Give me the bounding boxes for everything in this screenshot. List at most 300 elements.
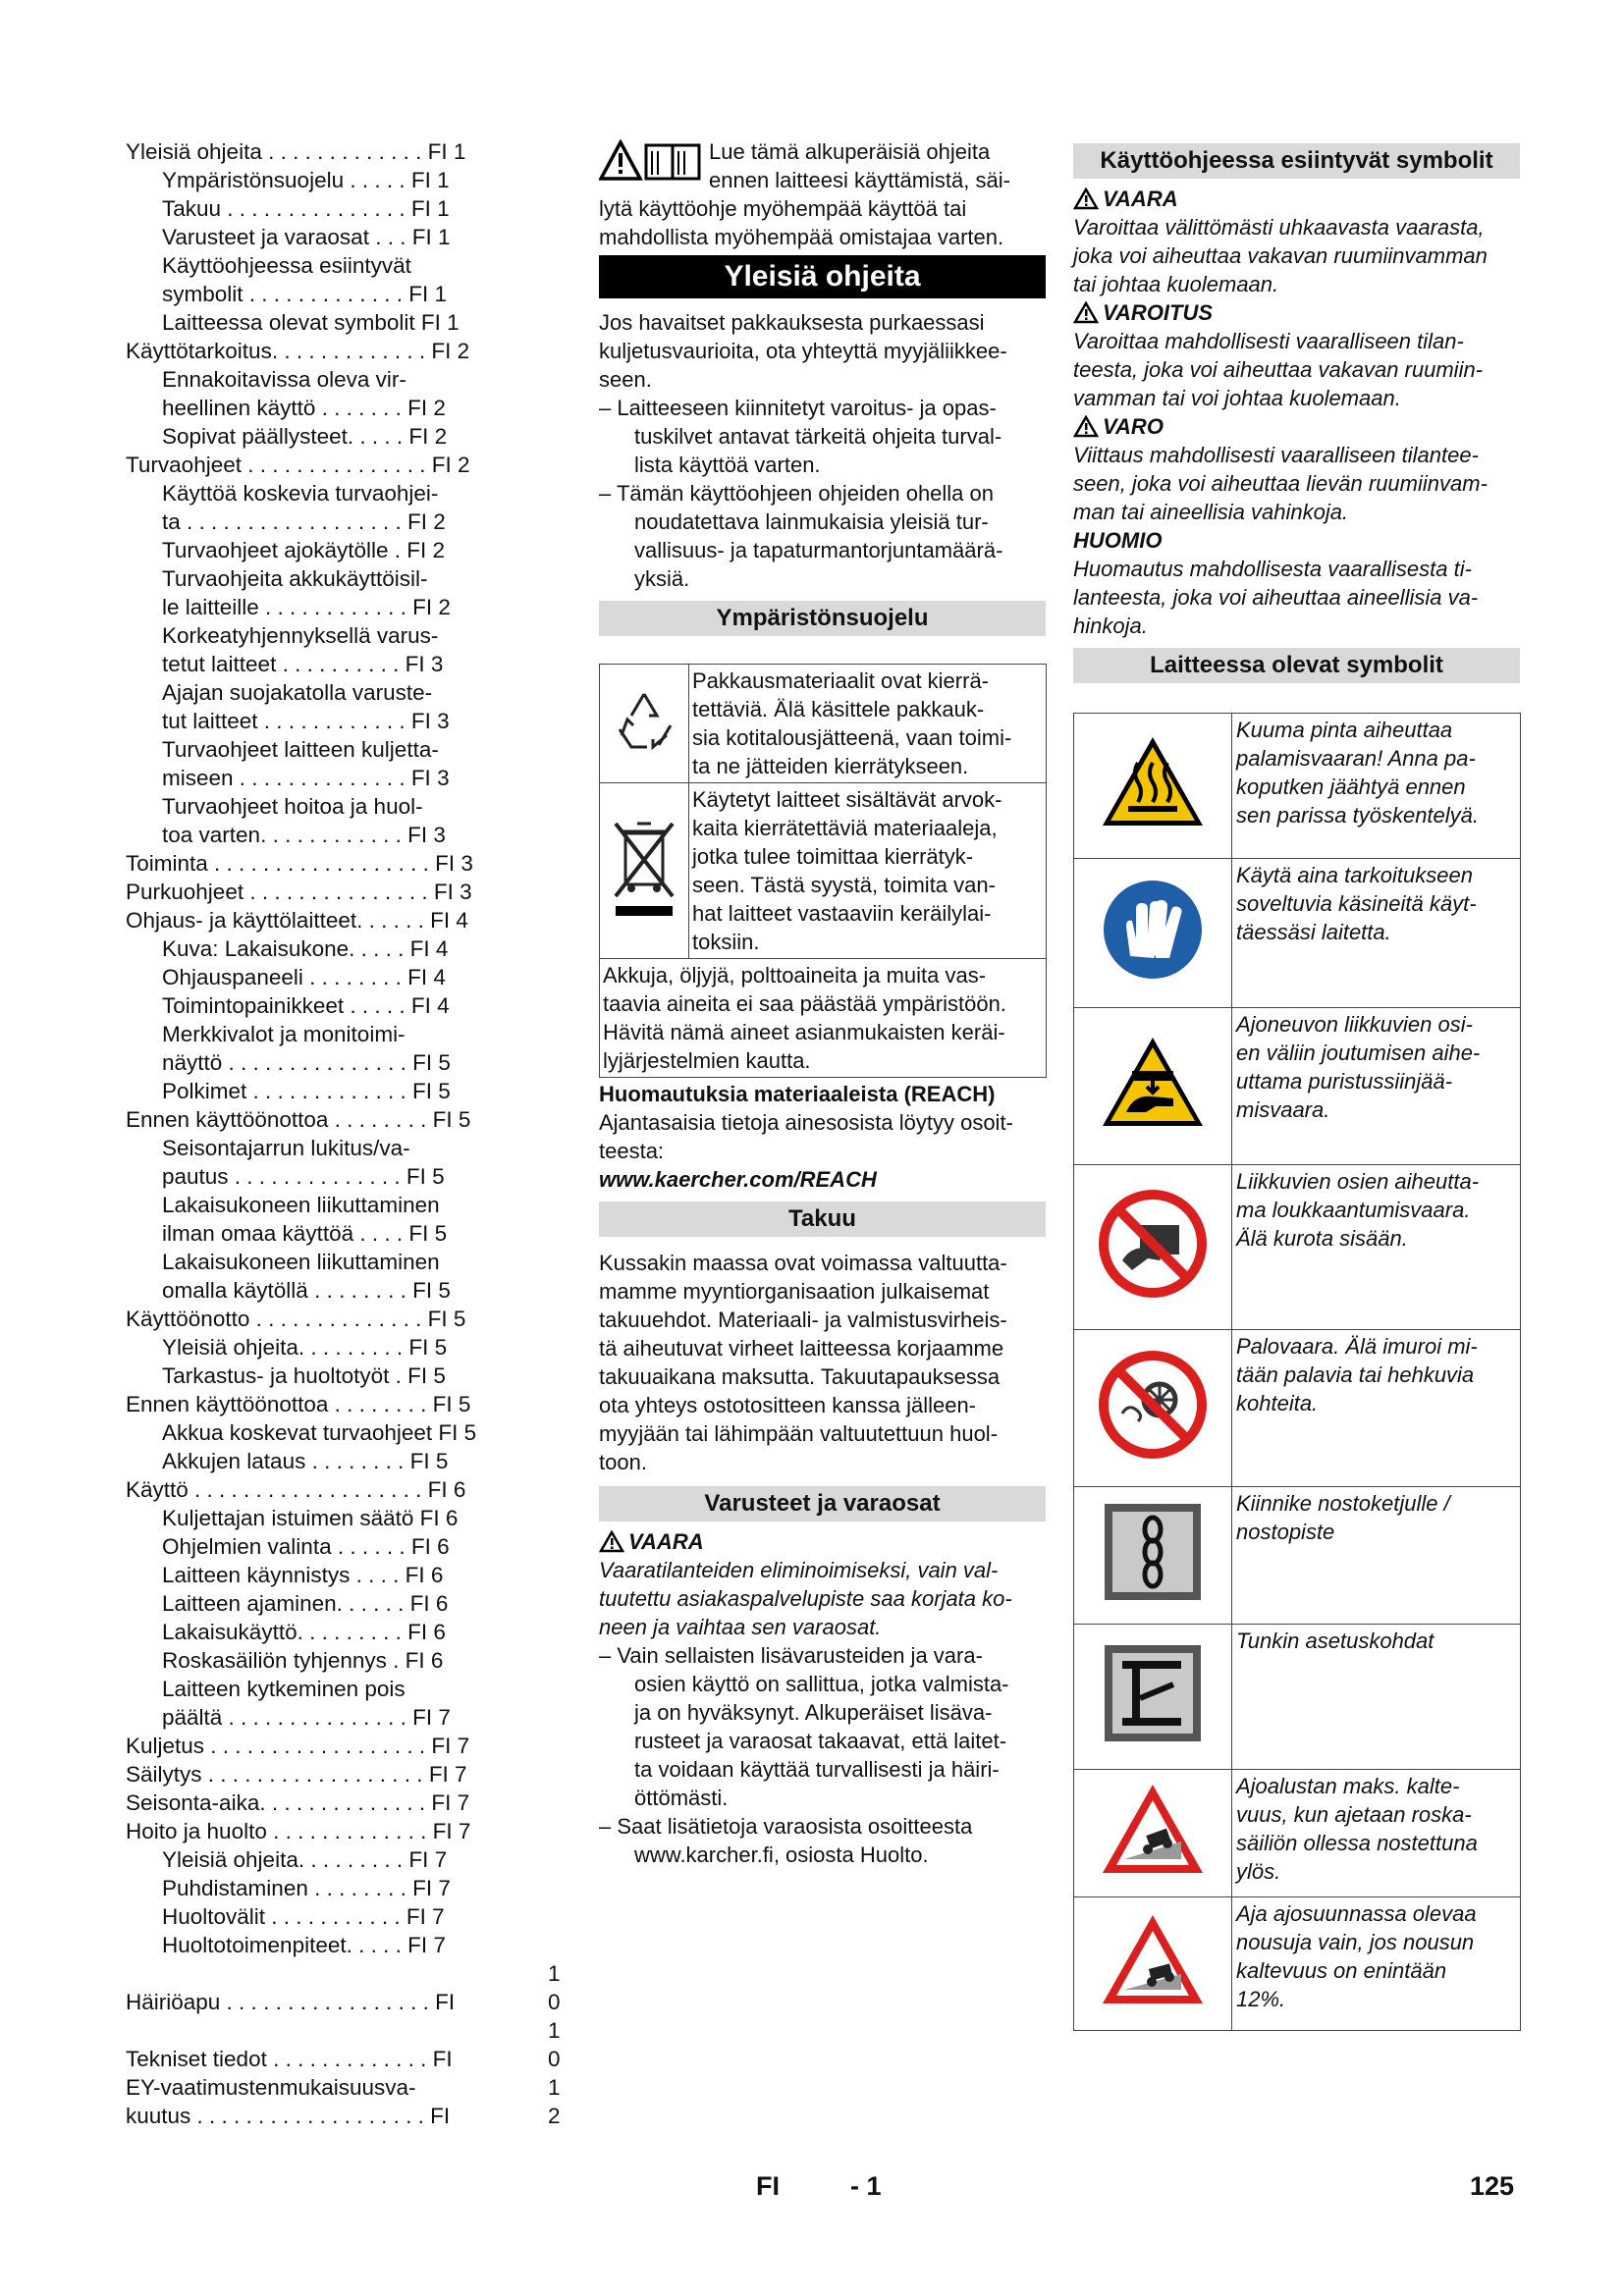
toc-label: Turvaohjeita akkukäyttöisil- bbox=[162, 566, 428, 591]
text-line: ota yhteys ostotositteen kanssa jälleen- bbox=[599, 1393, 977, 1417]
toc-label: päältä . . . . . . . . . . . . . . . FI 7 bbox=[162, 1705, 451, 1730]
toc-label: toa varten. . . . . . . . . . . . FI 3 bbox=[162, 823, 446, 847]
chain-lift-icon bbox=[1074, 1487, 1232, 1625]
table-of-contents bbox=[126, 137, 572, 2130]
symbol-line: nostopiste bbox=[1236, 1520, 1335, 1544]
bullet-line: ta voidaan käyttää turvallisesti ja häiri- bbox=[634, 1757, 1000, 1782]
toc-entry bbox=[126, 1817, 572, 1845]
recycle-icon bbox=[600, 665, 689, 783]
toc-page-digit: 1 bbox=[548, 1961, 561, 1986]
symbol-row bbox=[1074, 1487, 1521, 1625]
toc-entry bbox=[126, 1561, 572, 1589]
toc-label: pautus . . . . . . . . . . . . . . FI 5 bbox=[162, 1164, 445, 1189]
toc-entry bbox=[126, 365, 572, 394]
env-line: Akkuja, öljyjä, polttoaineita ja muita vas- bbox=[603, 963, 987, 988]
toc-entry bbox=[126, 1362, 572, 1390]
reach-title: Huomautuksia materiaaleista (REACH) bbox=[599, 1082, 996, 1106]
text-line: neen ja vaihtaa sen varaosat. bbox=[599, 1615, 882, 1639]
text-line: toon. bbox=[599, 1450, 647, 1474]
symbol-line: Tunkin asetuskohdat bbox=[1236, 1629, 1435, 1653]
toc-label: Seisontajarrun lukitus/va- bbox=[162, 1136, 410, 1160]
toc-label: Ympäristönsuojelu . . . . . FI 1 bbox=[162, 168, 450, 192]
toc-entry bbox=[126, 1874, 572, 1902]
bullet-line: vallisuus- ja tapaturmantorjuntamäärä- bbox=[634, 538, 1003, 562]
footer-language: FI bbox=[756, 2171, 780, 2201]
intro-block bbox=[599, 137, 1046, 251]
toc-label: Akkua koskevat turvaohjeet FI 5 bbox=[162, 1420, 477, 1445]
env-line: kaita kierrätettäviä materiaaleja, bbox=[692, 816, 998, 840]
symbol-line: Kiinnike nostoketjulle / bbox=[1236, 1491, 1450, 1516]
signal-word: VAROITUS bbox=[1103, 300, 1214, 325]
crush-hazard-icon bbox=[1074, 1008, 1232, 1165]
env-line: taavia aineita ei saa päästää ympäristöön. bbox=[603, 991, 1006, 1016]
toc-entry bbox=[126, 991, 572, 1020]
bullet-line: www.karcher.fi, osiosta Huolto. bbox=[634, 1842, 929, 1867]
toc-label: Ajajan suojakatolla varuste- bbox=[162, 680, 433, 705]
toc-label: näyttö . . . . . . . . . . . . . . . FI 5 bbox=[162, 1050, 451, 1075]
uphill-only-icon bbox=[1074, 1897, 1232, 2031]
text-line: kuljetusvaurioita, ota yhteyttä myyjäliikkee- bbox=[599, 339, 1007, 363]
toc-entry bbox=[126, 1931, 572, 1959]
toc-label: Yleisiä ohjeita . . . . . . . . . . . . . FI 1 bbox=[126, 139, 466, 164]
symbol-line: misvaara. bbox=[1236, 1097, 1330, 1122]
toc-label: Toimintopainikkeet . . . . . FI 4 bbox=[162, 993, 450, 1018]
symbol-line: vuus, kun ajetaan roska- bbox=[1236, 1802, 1472, 1827]
toc-label: Polkimet . . . . . . . . . . . . . FI 5 bbox=[162, 1079, 451, 1103]
toc-entry bbox=[126, 1646, 572, 1675]
toc-entry bbox=[126, 621, 572, 650]
toc-label: Huoltovälit . . . . . . . . . . . FI 7 bbox=[162, 1904, 445, 1929]
toc-entry bbox=[126, 735, 572, 764]
section-title-device-symbols: Laitteessa olevat symbolit bbox=[1073, 648, 1520, 683]
section-title-warranty: Takuu bbox=[599, 1201, 1046, 1237]
toc-label: Huoltotoimenpiteet. . . . . FI 7 bbox=[162, 1933, 446, 1957]
symbol-description bbox=[1232, 1165, 1521, 1330]
symbol-line: nousuja vain, jos nousun bbox=[1236, 1930, 1475, 1954]
symbol-description bbox=[1232, 1330, 1521, 1487]
toc-label: le laitteille . . . . . . . . . . . . FI 2 bbox=[162, 595, 451, 619]
toc-entry bbox=[126, 1333, 572, 1362]
text-line: myyjään tai lähimpään valtuutettuun huol- bbox=[599, 1421, 999, 1446]
symbol-description bbox=[1232, 1770, 1521, 1897]
warning-triangle-icon bbox=[1073, 415, 1099, 438]
warning-book-icon bbox=[599, 139, 703, 189]
symbol-line: Ajoalustan maks. kalte- bbox=[1236, 1774, 1460, 1798]
toc-entry bbox=[126, 2073, 572, 2102]
toc-entry bbox=[126, 963, 572, 991]
toc-label: Kuljettajan istuimen säätö FI 6 bbox=[162, 1506, 459, 1530]
toc-label: Käyttöönotto . . . . . . . . . . . . . . FI 5 bbox=[126, 1307, 466, 1331]
toc-entry bbox=[126, 422, 572, 451]
toc-label: Ohjauspaneeli . . . . . . . . FI 4 bbox=[162, 965, 446, 989]
toc-entry bbox=[126, 1703, 572, 1732]
parts-bullets bbox=[599, 1641, 1046, 1869]
bullet-line: tuskilvet antavat tärkeitä ohjeita turval- bbox=[634, 424, 1002, 449]
symbol-line: Ajoneuvon liikkuvien osi- bbox=[1236, 1012, 1473, 1037]
toc-entry bbox=[126, 223, 572, 251]
toc-label: Laitteen käynnistys . . . . FI 6 bbox=[162, 1563, 444, 1587]
symbol-line: uttama puristussiinjää- bbox=[1236, 1069, 1453, 1094]
toc-label: Laitteen kytkeminen pois bbox=[162, 1677, 406, 1701]
symbol-line: Käytä aina tarkoitukseen bbox=[1236, 863, 1473, 887]
signal-word: VAARA bbox=[628, 1529, 704, 1554]
toc-entry bbox=[126, 280, 572, 308]
bullet-line: – Saat lisätietoja varaosista osoitteesta bbox=[599, 1814, 973, 1839]
env-line: seen. Tästä syystä, toimita van- bbox=[692, 873, 996, 897]
jack-point-icon bbox=[1074, 1625, 1232, 1770]
toc-label: Lakaisukäyttö. . . . . . . . . FI 6 bbox=[162, 1620, 446, 1644]
crossed-bin-icon bbox=[600, 783, 689, 959]
symbol-row bbox=[1074, 1770, 1521, 1897]
toc-entry bbox=[126, 792, 572, 821]
toc-label: Käyttöohjeessa esiintyvät bbox=[162, 253, 411, 278]
symbol-description bbox=[1232, 1008, 1521, 1165]
signal-word-huomio bbox=[1073, 526, 1520, 555]
symbol-description bbox=[1232, 1625, 1521, 1770]
toc-entry bbox=[126, 1105, 572, 1134]
bullet-line: – Vain sellaisten lisävarusteiden ja vara- bbox=[599, 1643, 983, 1668]
toc-label: Kuljetus . . . . . . . . . . . . . . . . . . FI 7 bbox=[126, 1734, 470, 1758]
intro-line: Lue tämä alkuperäisiä ohjeita bbox=[709, 139, 991, 164]
toc-label: symbolit . . . . . . . . . . . . . FI 1 bbox=[162, 282, 448, 306]
toc-entry bbox=[126, 2016, 572, 2045]
toc-page-digit: 0 bbox=[548, 1990, 561, 2014]
toc-entry bbox=[126, 2102, 572, 2130]
section-title-parts: Varusteet ja varaosat bbox=[599, 1486, 1046, 1522]
hot-surface-icon bbox=[1074, 714, 1232, 859]
toc-entry bbox=[126, 1219, 572, 1248]
toc-label: ilman omaa käyttöä . . . . FI 5 bbox=[162, 1221, 448, 1246]
toc-label: Ohjelmien valinta . . . . . . FI 6 bbox=[162, 1534, 450, 1559]
env-line: lyjärjestelmien kautta. bbox=[603, 1048, 811, 1073]
toc-label: Turvaohjeet . . . . . . . . . . . . . . . FI 2 bbox=[126, 453, 470, 477]
toc-entry bbox=[126, 678, 572, 707]
bullet-line: – Laitteeseen kiinnitetyt varoitus- ja opas- bbox=[599, 396, 997, 420]
signal-word-varo bbox=[1073, 412, 1520, 441]
warning-triangle-icon bbox=[1073, 187, 1099, 210]
bullet-line: lista käyttöä varten. bbox=[634, 453, 821, 477]
toc-label: Käyttötarkoitus. . . . . . . . . . . . . FI 2 bbox=[126, 339, 470, 363]
symbol-row bbox=[1074, 859, 1521, 1008]
toc-entry bbox=[126, 451, 572, 479]
warranty-text bbox=[599, 1249, 1046, 1476]
toc-label: kuutus . . . . . . . . . . . . . . . . . . . FI bbox=[126, 2104, 451, 2128]
toc-label: Akkujen lataus . . . . . . . . FI 5 bbox=[162, 1449, 449, 1473]
signal-description: lanteesta, joka voi aiheuttaa aineellisia va- bbox=[1073, 585, 1479, 610]
toc-entry bbox=[126, 707, 572, 735]
toc-label: Ennakoitavissa oleva vir- bbox=[162, 367, 406, 392]
symbol-line: sen parissa työskentelyä. bbox=[1236, 803, 1480, 828]
toc-label: Häiriöapu . . . . . . . . . . . . . . . . . FI bbox=[126, 1990, 456, 2014]
signal-description: Varoittaa välittömästi uhkaavasta vaarasta, bbox=[1073, 215, 1485, 240]
toc-entry bbox=[126, 1959, 572, 1988]
symbol-line: Kuuma pinta aiheuttaa bbox=[1236, 718, 1453, 742]
reach-url[interactable]: www.kaercher.com/REACH bbox=[599, 1167, 877, 1192]
env-row-full bbox=[600, 959, 1047, 1078]
toc-entry bbox=[126, 536, 572, 564]
symbol-line: Aja ajosuunnassa olevaa bbox=[1236, 1901, 1477, 1926]
toc-entry bbox=[126, 1504, 572, 1532]
toc-label: Ohjaus- ja käyttölaitteet. . . . . . FI 4 bbox=[126, 908, 468, 933]
toc-entry bbox=[126, 194, 572, 223]
symbol-description bbox=[1232, 1487, 1521, 1625]
toc-entry bbox=[126, 1390, 572, 1418]
toc-entry bbox=[126, 166, 572, 194]
symbol-line: tään palavia tai hehkuvia bbox=[1236, 1362, 1475, 1387]
toc-page-digit: 2 bbox=[548, 2104, 561, 2128]
toc-label: EY-vaatimustenmukaisuusva- bbox=[126, 2075, 416, 2100]
gloves-icon bbox=[1074, 859, 1232, 1008]
toc-entry bbox=[126, 934, 572, 963]
toc-entry bbox=[126, 821, 572, 849]
signal-description: seen, joka voi aiheuttaa lievän ruumiinvam- bbox=[1073, 471, 1488, 496]
toc-label: Toiminta . . . . . . . . . . . . . . . . . . FI 3 bbox=[126, 851, 473, 876]
toc-entry bbox=[126, 1618, 572, 1646]
bullet-line: ja on hyväksynyt. Alkuperäiset lisäva- bbox=[634, 1700, 993, 1725]
toc-entry bbox=[126, 1589, 572, 1618]
intro-line: lytä käyttöohje myöhempää käyttöä tai bbox=[599, 196, 967, 221]
env-line: toksiin. bbox=[692, 930, 760, 954]
environment-table bbox=[599, 664, 1047, 1078]
signal-description: tai johtaa kuolemaan. bbox=[1073, 272, 1279, 296]
toc-entry bbox=[126, 394, 572, 422]
toc-entry bbox=[126, 1902, 572, 1931]
no-reach-in-icon bbox=[1074, 1165, 1232, 1330]
toc-label: Tarkastus- ja huoltotyöt . FI 5 bbox=[162, 1363, 446, 1388]
toc-entry bbox=[126, 564, 572, 593]
toc-label: Laitteessa olevat symbolit FI 1 bbox=[162, 310, 460, 335]
symbol-line: ylös. bbox=[1236, 1859, 1281, 1884]
symbol-line: kohteita. bbox=[1236, 1391, 1319, 1415]
general-text bbox=[599, 308, 1046, 593]
signal-description: joka voi aiheuttaa vakavan ruumiinvamman bbox=[1073, 243, 1488, 268]
signal-description: man tai aineellisia vahinkoja. bbox=[1073, 500, 1349, 524]
toc-label: Tekniset tiedot . . . . . . . . . . . . . FI bbox=[126, 2047, 453, 2071]
toc-label: tut laitteet . . . . . . . . . . . . FI 3 bbox=[162, 709, 450, 733]
toc-entry bbox=[126, 1276, 572, 1305]
toc-label: Yleisiä ohjeita. . . . . . . . . FI 7 bbox=[162, 1847, 448, 1872]
signal-word-vaara bbox=[1073, 185, 1520, 213]
toc-entry bbox=[126, 1134, 572, 1162]
toc-entry bbox=[126, 137, 572, 166]
toc-label: Säilytys . . . . . . . . . . . . . . . . . . FI 7 bbox=[126, 1762, 467, 1787]
signal-description: teesta, joka voi aiheuttaa vakavan ruumiin- bbox=[1073, 357, 1484, 382]
device-symbols-table bbox=[1073, 713, 1521, 2031]
section-title-symbols: Käyttöohjeessa esiintyvät symbolit bbox=[1073, 143, 1520, 179]
toc-entry bbox=[126, 479, 572, 507]
toc-entry bbox=[126, 1191, 572, 1219]
text-line: seen. bbox=[599, 367, 652, 392]
bullet-line: – Tämän käyttöohjeen ohjeiden ohella on bbox=[599, 481, 995, 506]
right-column bbox=[1073, 137, 1520, 2031]
bullet-line: öttömästi. bbox=[634, 1786, 729, 1810]
toc-label: Turvaohjeet laitteen kuljetta- bbox=[162, 737, 439, 762]
toc-entry bbox=[126, 2045, 572, 2073]
symbol-row bbox=[1074, 714, 1521, 859]
symbol-description bbox=[1232, 1897, 1521, 2031]
symbol-description bbox=[1232, 859, 1521, 1008]
toc-entry bbox=[126, 1845, 572, 1874]
env-row-bin bbox=[600, 783, 1047, 959]
toc-entry bbox=[126, 1475, 572, 1504]
signal-word: VAARA bbox=[1103, 187, 1178, 211]
toc-label: Turvaohjeet ajokäytölle . FI 2 bbox=[162, 538, 446, 562]
env-line: ta ne jätteiden kierrätykseen. bbox=[692, 754, 969, 778]
toc-entry bbox=[126, 906, 572, 934]
symbol-line: 12%. bbox=[1236, 1987, 1286, 2011]
toc-entry bbox=[126, 764, 572, 792]
toc-entry bbox=[126, 507, 572, 536]
toc-entry bbox=[126, 1447, 572, 1475]
symbol-line: koputken jäähtyä ennen bbox=[1236, 774, 1466, 799]
text-line: tä aiheutuvat virheet laitteessa korjaamme bbox=[599, 1336, 1004, 1361]
toc-label: Hoito ja huolto . . . . . . . . . . . . . FI 7 bbox=[126, 1819, 471, 1843]
toc-label: miseen . . . . . . . . . . . . . . FI 3 bbox=[162, 766, 450, 790]
toc-entry bbox=[126, 1248, 572, 1276]
bullet-line: osien käyttö on sallittua, jotka valmista- bbox=[634, 1672, 1009, 1696]
env-line: Hävitä nämä aineet asianmukaisten keräi- bbox=[603, 1020, 1005, 1044]
text-line: Vaaratilanteiden eliminoimiseksi, vain val- bbox=[599, 1558, 999, 1582]
toc-entry bbox=[126, 1077, 572, 1105]
toc-page-digit: 1 bbox=[548, 2018, 561, 2043]
toc-entry bbox=[126, 849, 572, 878]
signal-description: hinkoja. bbox=[1073, 614, 1148, 638]
symbol-row bbox=[1074, 1625, 1521, 1770]
toc-label: Lakaisukoneen liikuttaminen bbox=[162, 1193, 440, 1217]
text-line: tuutettu asiakaspalvelupiste saa korjata ko- bbox=[599, 1586, 1012, 1611]
toc-label: Purkuohjeet . . . . . . . . . . . . . . . FI 3 bbox=[126, 880, 472, 904]
symbol-line: Palovaara. Älä imuroi mi- bbox=[1236, 1334, 1478, 1359]
signal-description: vamman tai voi johtaa kuolemaan. bbox=[1073, 386, 1401, 410]
reach-line: Ajantasaisia tietoja ainesosista löytyy osoit- bbox=[599, 1110, 1013, 1135]
toc-label: ta . . . . . . . . . . . . . . . . . . FI 2 bbox=[162, 509, 446, 534]
section-title-general: Yleisiä ohjeita bbox=[599, 255, 1046, 298]
env-text bbox=[689, 783, 1047, 959]
signal-description: Varoittaa mahdollisesti vaaralliseen tilan- bbox=[1073, 329, 1464, 353]
symbol-description bbox=[1232, 714, 1521, 859]
toc-label: Lakaisukoneen liikuttaminen bbox=[162, 1250, 440, 1274]
no-smouldering-icon bbox=[1074, 1330, 1232, 1487]
symbol-line: kaltevuus on enintään bbox=[1236, 1958, 1447, 1983]
env-line: Pakkausmateriaalit ovat kierrä- bbox=[692, 668, 990, 693]
toc-entry bbox=[126, 1532, 572, 1561]
toc-entry bbox=[126, 1162, 572, 1191]
toc-label: Merkkivalot ja monitoimi- bbox=[162, 1022, 406, 1046]
section-title-environment: Ympäristönsuojelu bbox=[599, 601, 1046, 636]
toc-label: Yleisiä ohjeita. . . . . . . . . FI 5 bbox=[162, 1335, 448, 1360]
symbol-line: en väliin joutumisen aihe- bbox=[1236, 1041, 1481, 1065]
toc-label: tetut laitteet . . . . . . . . . . FI 3 bbox=[162, 652, 444, 676]
toc-label: Seisonta-aika. . . . . . . . . . . . . . FI 7 bbox=[126, 1790, 470, 1815]
toc-label: Ennen käyttöönottoa . . . . . . . . FI 5 bbox=[126, 1107, 471, 1132]
signal-word: VARO bbox=[1103, 414, 1164, 439]
toc-page-digit: 1 bbox=[548, 2075, 561, 2100]
footer-page-number: 125 bbox=[1470, 2171, 1515, 2201]
text-line: mamme myyntiorganisaation julkaisemat bbox=[599, 1279, 990, 1304]
toc-label: Puhdistaminen . . . . . . . . FI 7 bbox=[162, 1876, 451, 1900]
toc-entry bbox=[126, 593, 572, 621]
symbol-line: palamisvaaran! Anna pa- bbox=[1236, 746, 1476, 771]
symbol-row bbox=[1074, 1897, 1521, 2031]
toc-page-digit: 0 bbox=[548, 2047, 561, 2071]
toc-entry bbox=[126, 308, 572, 337]
bullet-line: yksiä. bbox=[634, 566, 690, 591]
toc-label: Korkeatyhjennyksellä varus- bbox=[162, 623, 439, 648]
toc-entry bbox=[126, 1675, 572, 1703]
toc-label: Turvaohjeet hoitoa ja huol- bbox=[162, 794, 423, 819]
signal-words-list bbox=[1073, 185, 1520, 640]
bullet-line: noudatettava lainmukaisia yleisiä tur- bbox=[634, 509, 989, 534]
middle-column bbox=[599, 137, 1046, 1869]
toc-entry bbox=[126, 1305, 572, 1333]
signal-word-danger bbox=[599, 1527, 1046, 1556]
env-text bbox=[600, 959, 1047, 1078]
toc-label: heellinen käyttö . . . . . . . FI 2 bbox=[162, 396, 446, 420]
env-text bbox=[689, 665, 1047, 783]
env-line: tettäviä. Älä käsittele pakkauk- bbox=[692, 697, 985, 721]
toc-entry bbox=[126, 1732, 572, 1760]
toc-label: Käyttö . . . . . . . . . . . . . . . . . . . FI 6 bbox=[126, 1477, 466, 1502]
toc-entry bbox=[126, 1048, 572, 1077]
symbol-line: Älä kurota sisään. bbox=[1236, 1226, 1408, 1251]
toc-label: Sopivat päällysteet. . . . . FI 2 bbox=[162, 424, 448, 449]
env-row-recycle bbox=[600, 665, 1047, 783]
toc-entry bbox=[126, 650, 572, 678]
toc-entry bbox=[126, 1418, 572, 1447]
env-line: hat laitteet vastaaviin keräilylai- bbox=[692, 901, 992, 926]
parts-warning-text bbox=[599, 1556, 1046, 1641]
symbol-line: Liikkuvien osien aiheutta- bbox=[1236, 1169, 1480, 1194]
toc-label: Varusteet ja varaosat . . . FI 1 bbox=[162, 225, 451, 249]
warning-triangle-icon bbox=[1073, 301, 1099, 324]
env-line: jotka tulee toimittaa kierrätyk- bbox=[692, 844, 974, 869]
intro-line: ennen laitteesi käyttämistä, säi- bbox=[709, 168, 1010, 192]
toc-entry bbox=[126, 878, 572, 906]
footer-page-code: - 1 bbox=[850, 2171, 882, 2201]
signal-description: Viittaus mahdollisesti vaaralliseen tilantee- bbox=[1073, 443, 1479, 467]
toc-label: Takuu . . . . . . . . . . . . . . . FI 1 bbox=[162, 196, 450, 221]
env-line: sia kotitalousjätteenä, vaan toimi- bbox=[692, 725, 1012, 750]
symbol-line: ma loukkaantumisvaara. bbox=[1236, 1198, 1471, 1222]
signal-word: HUOMIO bbox=[1073, 528, 1163, 553]
bullet-line: rusteet ja varaosat takaavat, että laitet- bbox=[634, 1729, 1007, 1753]
symbol-row bbox=[1074, 1165, 1521, 1330]
toc-entry bbox=[126, 337, 572, 365]
max-slope-tipping-icon bbox=[1074, 1770, 1232, 1897]
toc-label: Käyttöä koskevia turvaohjei- bbox=[162, 481, 439, 506]
symbol-row bbox=[1074, 1008, 1521, 1165]
toc-label: Roskasäiliön tyhjennys . FI 6 bbox=[162, 1648, 444, 1673]
text-line: Jos havaitset pakkauksesta purkaessasi bbox=[599, 310, 985, 335]
toc-label: Ennen käyttöönottoa . . . . . . . . FI 5 bbox=[126, 1392, 471, 1416]
toc-label: Kuva: Lakaisukone. . . . . FI 4 bbox=[162, 936, 449, 961]
toc-label: Laitteen ajaminen. . . . . . FI 6 bbox=[162, 1591, 449, 1616]
toc-entry bbox=[126, 1760, 572, 1789]
toc-entry bbox=[126, 251, 572, 280]
toc-entry bbox=[126, 1020, 572, 1048]
text-line: takuuaikana maksutta. Takuutapauksessa bbox=[599, 1364, 1001, 1389]
signal-description: Huomautus mahdollisesta vaarallisesta ti- bbox=[1073, 557, 1472, 581]
text-line: takuuehdot. Materiaali- ja valmistusvirheis- bbox=[599, 1308, 1007, 1332]
text-line: Kussakin maassa ovat voimassa valtuutta- bbox=[599, 1251, 1007, 1275]
signal-word-varoitus bbox=[1073, 298, 1520, 327]
symbol-line: täessäsi laitetta. bbox=[1236, 920, 1391, 944]
toc-entry bbox=[126, 1988, 572, 2016]
warning-triangle-icon bbox=[599, 1530, 624, 1553]
toc-label: omalla käytöllä . . . . . . . . FI 5 bbox=[162, 1278, 451, 1303]
toc-entry bbox=[126, 1789, 572, 1817]
reach-line: teesta: bbox=[599, 1139, 665, 1163]
